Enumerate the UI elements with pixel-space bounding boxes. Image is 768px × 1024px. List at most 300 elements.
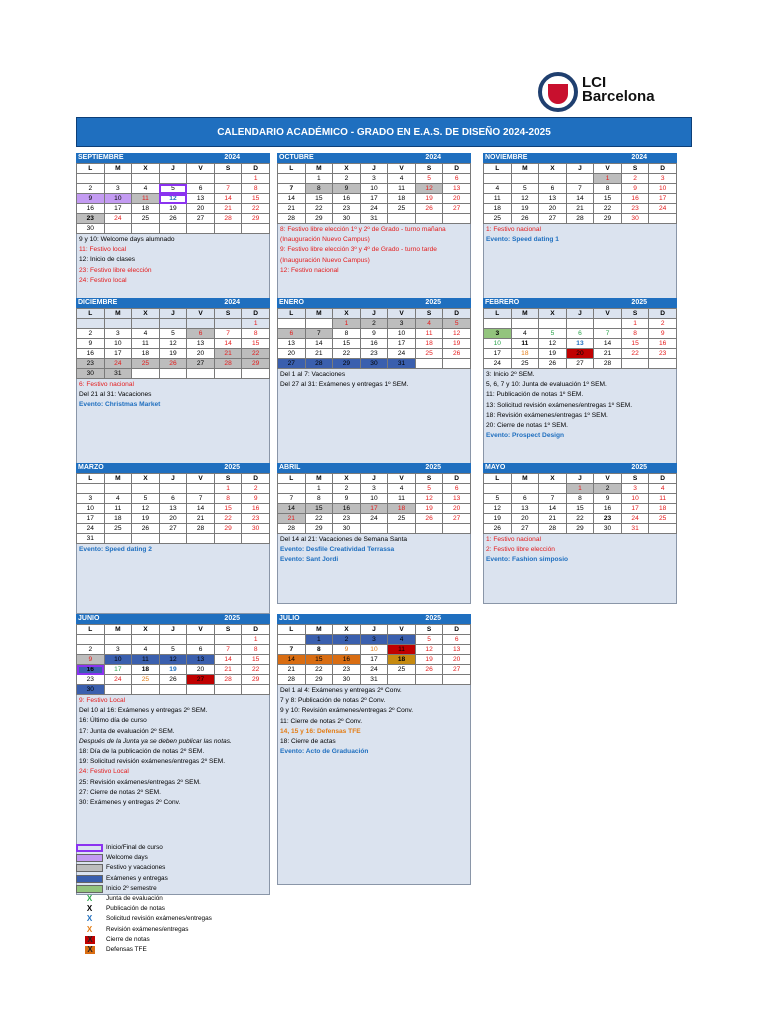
day-cell: 11 — [104, 504, 132, 514]
logo-line-2: Barcelona — [582, 88, 655, 105]
day-cell: 14 — [594, 339, 622, 349]
week-row — [484, 484, 677, 494]
empty-cell — [443, 524, 471, 534]
note-line: Evento: Speed dating 1 — [486, 236, 559, 244]
legend-swatch — [76, 854, 103, 862]
month-header — [76, 463, 270, 473]
legend — [76, 843, 276, 955]
weekday-label: J — [360, 309, 388, 319]
day-cell: 13 — [159, 504, 187, 514]
weekday-label: M — [305, 625, 333, 635]
empty-cell — [415, 214, 443, 224]
note-line: 19: Solicitud revisión exámenes/entregas 2º SEM. — [79, 758, 226, 766]
day-cell: 12 — [415, 645, 443, 655]
weekday-label: V — [388, 625, 416, 635]
day-cell: 12 — [415, 494, 443, 504]
day-cell: 30 — [333, 214, 361, 224]
empty-cell — [104, 484, 132, 494]
weekday-label: M — [104, 474, 132, 484]
day-cell: 29 — [305, 675, 333, 685]
day-cell: 24 — [360, 514, 388, 524]
empty-cell — [415, 675, 443, 685]
empty-cell — [388, 214, 416, 224]
legend-swatch — [76, 844, 103, 852]
day-cell: 7 — [278, 645, 306, 655]
day-cell: 11 — [132, 655, 160, 665]
note-line: Del 1 al 4: Exámenes y entregas 2º Conv. — [280, 687, 402, 694]
week-row — [77, 329, 270, 339]
day-cell: 23 — [77, 214, 105, 224]
day-cell: 29 — [594, 214, 622, 224]
day-cell: 19 — [539, 349, 567, 359]
month-name: OCTUBRE — [279, 154, 314, 161]
day-cell: 23 — [77, 359, 105, 369]
day-cell: 19 — [511, 204, 539, 214]
legend-label: Revisión exámenes/entregas — [106, 925, 189, 933]
empty-cell — [388, 524, 416, 534]
day-cell: 30 — [594, 524, 622, 534]
day-cell: 2 — [333, 174, 361, 184]
legend-swatch: X — [85, 936, 95, 944]
day-cell: 31 — [360, 675, 388, 685]
empty-cell — [443, 214, 471, 224]
day-cell: 19 — [415, 655, 443, 665]
day-cell: 6 — [187, 184, 215, 194]
month-year: 2025 — [631, 299, 647, 306]
note-line: 20: Cierre de notas 1º SEM. — [486, 422, 568, 430]
day-cell: 5 — [539, 329, 567, 339]
empty-cell — [187, 319, 215, 329]
day-cell: 29 — [242, 359, 270, 369]
day-cell: 3 — [388, 319, 416, 329]
day-cell: 2 — [594, 484, 622, 494]
month-mayo — [483, 463, 677, 604]
day-cell: 6 — [566, 329, 594, 339]
note-line: 2: Festivo libre elección — [486, 546, 555, 554]
week-row — [484, 359, 677, 369]
day-cell: 21 — [278, 665, 306, 675]
weekday-label: J — [159, 625, 187, 635]
day-cell: 22 — [566, 514, 594, 524]
weekday-label: S — [415, 164, 443, 174]
day-cell: 15 — [594, 194, 622, 204]
day-cell: 22 — [305, 665, 333, 675]
day-cell: 7 — [214, 329, 242, 339]
day-cell: 11 — [388, 494, 416, 504]
note-line: 6: Festivo nacional — [79, 381, 134, 388]
empty-cell — [214, 174, 242, 184]
note-line: 12: Inicio de clases — [79, 256, 136, 264]
day-cell: 3 — [621, 484, 649, 494]
week-row — [484, 339, 677, 349]
day-cell: 2 — [621, 174, 649, 184]
day-cell: 21 — [305, 349, 333, 359]
day-cell: 22 — [242, 665, 270, 675]
day-cell: 23 — [649, 349, 677, 359]
month-header — [76, 153, 270, 163]
note-line: 14, 15 y 16: Defensas TFE — [280, 727, 361, 735]
day-cell: 9 — [77, 194, 105, 204]
week-row — [278, 184, 471, 194]
day-cell: 3 — [104, 645, 132, 655]
weekday-label: D — [443, 309, 471, 319]
legend-swatch: X — [85, 946, 95, 954]
day-cell: 7 — [278, 184, 306, 194]
week-row — [77, 359, 270, 369]
day-cell: 2 — [77, 645, 105, 655]
weekday-label: D — [443, 625, 471, 635]
day-cell: 19 — [484, 514, 512, 524]
empty-cell — [566, 319, 594, 329]
week-row — [77, 319, 270, 329]
week-row — [484, 174, 677, 184]
day-cell: 27 — [159, 524, 187, 534]
empty-cell — [566, 174, 594, 184]
day-cell: 24 — [104, 214, 132, 224]
month-name: ENERO — [279, 299, 304, 306]
day-cell: 19 — [443, 339, 471, 349]
day-cell: 20 — [278, 349, 306, 359]
week-row — [278, 329, 471, 339]
day-cell: 9 — [594, 494, 622, 504]
weekday-label: S — [621, 474, 649, 484]
day-cell: 15 — [242, 655, 270, 665]
weekday-row — [484, 309, 677, 319]
note-line: 5, 6, 7 y 10: Junta de evaluación 1º SEM. — [486, 381, 607, 389]
empty-cell — [214, 635, 242, 645]
logo-line-1: LCI — [582, 74, 607, 91]
day-cell: 19 — [159, 204, 187, 214]
weekday-row — [278, 625, 471, 635]
day-cell: 13 — [187, 339, 215, 349]
empty-cell — [539, 174, 567, 184]
day-cell: 26 — [415, 665, 443, 675]
day-cell: 5 — [415, 174, 443, 184]
empty-cell — [649, 359, 677, 369]
empty-cell — [484, 484, 512, 494]
note-line: 9: Festivo libre elección 3º y 4º de Grado - turno tarde — [280, 246, 437, 254]
empty-cell — [242, 224, 270, 234]
week-row — [278, 359, 471, 369]
day-cell: 25 — [132, 359, 160, 369]
day-cell: 3 — [649, 174, 677, 184]
day-cell: 22 — [214, 514, 242, 524]
weekday-label: J — [360, 625, 388, 635]
day-cell: 19 — [132, 514, 160, 524]
day-cell: 5 — [159, 329, 187, 339]
week-row — [77, 174, 270, 184]
day-cell: 4 — [649, 484, 677, 494]
empty-cell — [649, 214, 677, 224]
day-cell: 19 — [415, 194, 443, 204]
day-cell: 14 — [278, 504, 306, 514]
day-cell: 18 — [484, 204, 512, 214]
weekday-label: V — [594, 474, 622, 484]
weekday-row — [77, 309, 270, 319]
legend-item — [76, 904, 276, 914]
weekday-label: M — [511, 164, 539, 174]
empty-cell — [242, 534, 270, 544]
day-cell: 26 — [443, 349, 471, 359]
day-cell: 24 — [388, 349, 416, 359]
legend-swatch: X — [86, 914, 93, 924]
day-cell: 6 — [187, 645, 215, 655]
empty-cell — [77, 319, 105, 329]
calendar-table — [483, 308, 677, 369]
day-cell: 20 — [511, 514, 539, 524]
day-cell: 15 — [305, 655, 333, 665]
empty-cell — [305, 319, 333, 329]
week-row — [77, 524, 270, 534]
weekday-label: L — [278, 164, 306, 174]
day-cell: 18 — [132, 204, 160, 214]
legend-swatch: X — [86, 893, 93, 903]
day-cell: 25 — [104, 524, 132, 534]
legend-item — [76, 874, 276, 884]
day-cell: 23 — [333, 514, 361, 524]
day-cell: 29 — [305, 524, 333, 534]
day-cell: 2 — [77, 329, 105, 339]
week-row — [77, 645, 270, 655]
day-cell: 7 — [594, 329, 622, 339]
day-cell: 26 — [484, 524, 512, 534]
day-cell: 15 — [305, 504, 333, 514]
calendar-table — [76, 308, 270, 379]
empty-cell — [104, 685, 132, 695]
day-cell: 7 — [305, 329, 333, 339]
day-cell: 12 — [159, 194, 187, 204]
weekday-label: D — [242, 164, 270, 174]
empty-cell — [187, 224, 215, 234]
weekday-row — [484, 474, 677, 484]
empty-cell — [132, 484, 160, 494]
day-cell: 22 — [333, 349, 361, 359]
day-cell: 4 — [132, 329, 160, 339]
day-cell: 16 — [333, 504, 361, 514]
week-row — [484, 214, 677, 224]
day-cell: 13 — [187, 655, 215, 665]
empty-cell — [104, 174, 132, 184]
day-cell: 2 — [77, 184, 105, 194]
note-line: 11: Cierre de notas 2º Conv. — [280, 717, 363, 725]
day-cell: 10 — [360, 184, 388, 194]
day-cell: 5 — [443, 319, 471, 329]
day-cell: 28 — [305, 359, 333, 369]
weekday-label: M — [104, 164, 132, 174]
day-cell: 15 — [305, 194, 333, 204]
day-cell: 20 — [539, 204, 567, 214]
day-cell: 21 — [278, 514, 306, 524]
day-cell: 1 — [333, 319, 361, 329]
day-cell: 23 — [360, 349, 388, 359]
lci-logo-icon — [538, 72, 578, 112]
day-cell: 21 — [594, 349, 622, 359]
day-cell: 18 — [415, 339, 443, 349]
day-cell: 29 — [566, 524, 594, 534]
day-cell: 25 — [132, 675, 160, 685]
day-cell: 28 — [278, 214, 306, 224]
day-cell: 18 — [388, 655, 416, 665]
day-cell: 26 — [539, 359, 567, 369]
day-cell: 24 — [104, 675, 132, 685]
week-row — [278, 484, 471, 494]
day-cell: 8 — [333, 329, 361, 339]
day-cell: 4 — [132, 645, 160, 655]
day-cell: 18 — [649, 504, 677, 514]
weekday-label: L — [77, 164, 105, 174]
day-cell: 23 — [77, 675, 105, 685]
day-cell: 13 — [443, 184, 471, 194]
empty-cell — [214, 369, 242, 379]
day-cell: 17 — [388, 339, 416, 349]
day-cell: 24 — [621, 514, 649, 524]
calendar-table — [277, 163, 471, 224]
day-cell: 27 — [443, 514, 471, 524]
empty-cell — [484, 319, 512, 329]
day-cell: 10 — [388, 329, 416, 339]
month-year: 2024 — [631, 154, 647, 161]
note-line: Evento: Sant Jordi — [280, 556, 339, 564]
day-cell: 12 — [132, 504, 160, 514]
weekday-label: J — [159, 309, 187, 319]
week-row — [77, 685, 270, 695]
month-header — [483, 153, 677, 163]
day-cell: 18 — [388, 194, 416, 204]
day-cell: 16 — [333, 194, 361, 204]
day-cell: 15 — [214, 504, 242, 514]
page-title: CALENDARIO ACADÉMICO - GRADO EN E.A.S. DE DISEÑO 2024-2025 — [76, 117, 692, 147]
day-cell: 20 — [187, 349, 215, 359]
weekday-row — [77, 625, 270, 635]
day-cell: 12 — [443, 329, 471, 339]
week-row — [77, 214, 270, 224]
weekday-label: M — [305, 164, 333, 174]
day-cell: 1 — [242, 174, 270, 184]
day-cell: 30 — [242, 524, 270, 534]
month-name: DICIEMBRE — [78, 299, 118, 306]
note-line: Del 1 al 7: Vacaciones — [280, 371, 346, 378]
week-row — [278, 665, 471, 675]
empty-cell — [159, 635, 187, 645]
day-cell: 26 — [511, 214, 539, 224]
day-cell: 11 — [388, 184, 416, 194]
weekday-row — [278, 474, 471, 484]
weekday-row — [484, 164, 677, 174]
day-cell: 5 — [511, 184, 539, 194]
empty-cell — [132, 224, 160, 234]
day-cell: 12 — [511, 194, 539, 204]
day-cell: 22 — [594, 204, 622, 214]
calendar-table — [76, 163, 270, 234]
note-line: Del 14 al 21: Vacaciones de Semana Santa — [280, 536, 408, 543]
note-line: 9 y 10: Welcome days alumnado — [79, 236, 175, 243]
note-line: 3: Inicio 2º SEM. — [486, 371, 535, 378]
week-row — [278, 504, 471, 514]
day-cell: 19 — [159, 665, 187, 675]
empty-cell — [415, 359, 443, 369]
day-cell: 21 — [187, 514, 215, 524]
day-cell: 6 — [511, 494, 539, 504]
day-cell: 28 — [539, 524, 567, 534]
day-cell: 25 — [132, 214, 160, 224]
day-cell: 10 — [621, 494, 649, 504]
weekday-label: X — [333, 625, 361, 635]
note-line: 24: Festivo local — [79, 276, 127, 284]
month-year: 2025 — [425, 615, 441, 622]
day-cell: 27 — [187, 675, 215, 685]
weekday-label: X — [539, 309, 567, 319]
day-cell: 8 — [305, 184, 333, 194]
day-cell: 5 — [159, 645, 187, 655]
empty-cell — [214, 224, 242, 234]
weekday-label: L — [77, 474, 105, 484]
day-cell: 24 — [484, 359, 512, 369]
legend-item — [76, 935, 276, 945]
empty-cell — [511, 174, 539, 184]
day-cell: 25 — [388, 204, 416, 214]
calendar-table — [483, 473, 677, 534]
empty-cell — [278, 635, 306, 645]
week-row — [77, 655, 270, 665]
day-cell: 20 — [566, 349, 594, 359]
day-cell: 30 — [77, 224, 105, 234]
month-year: 2024 — [425, 154, 441, 161]
weekday-label: M — [511, 309, 539, 319]
note-line: 17: Junta de evaluación 2º SEM. — [79, 727, 175, 735]
weekday-label: D — [242, 625, 270, 635]
day-cell: 6 — [187, 329, 215, 339]
day-cell: 25 — [388, 514, 416, 524]
day-cell: 15 — [242, 339, 270, 349]
legend-swatch: X — [86, 924, 93, 934]
month-year: 2025 — [224, 615, 240, 622]
day-cell: 1 — [305, 174, 333, 184]
day-cell: 22 — [305, 514, 333, 524]
empty-cell — [132, 635, 160, 645]
day-cell: 16 — [649, 339, 677, 349]
day-cell: 18 — [132, 349, 160, 359]
day-cell: 3 — [360, 484, 388, 494]
day-cell: 5 — [415, 635, 443, 645]
note-line: 24: Festivo Local — [79, 768, 129, 776]
day-cell: 16 — [77, 349, 105, 359]
day-cell: 14 — [305, 339, 333, 349]
week-row — [77, 339, 270, 349]
empty-cell — [511, 484, 539, 494]
day-cell: 12 — [159, 339, 187, 349]
day-cell: 25 — [511, 359, 539, 369]
day-cell: 28 — [187, 524, 215, 534]
calendar-table — [277, 473, 471, 534]
weekday-label: D — [242, 309, 270, 319]
day-cell: 13 — [539, 194, 567, 204]
note-line: Evento: Prospect Design — [486, 432, 565, 440]
week-row — [278, 349, 471, 359]
logo-text — [582, 76, 655, 104]
day-cell: 26 — [159, 214, 187, 224]
empty-cell — [187, 635, 215, 645]
weekday-label: X — [333, 474, 361, 484]
day-cell: 31 — [77, 534, 105, 544]
legend-label: Inicio 2º semestre — [106, 884, 157, 892]
weekday-label: S — [415, 474, 443, 484]
note-line: 9 y 10: Revisión exámenes/entregas 2º Conv. — [280, 707, 414, 715]
empty-cell — [132, 534, 160, 544]
weekday-label: V — [388, 309, 416, 319]
month-julio — [277, 614, 471, 885]
calendar-table — [76, 624, 270, 695]
weekday-label: L — [484, 309, 512, 319]
